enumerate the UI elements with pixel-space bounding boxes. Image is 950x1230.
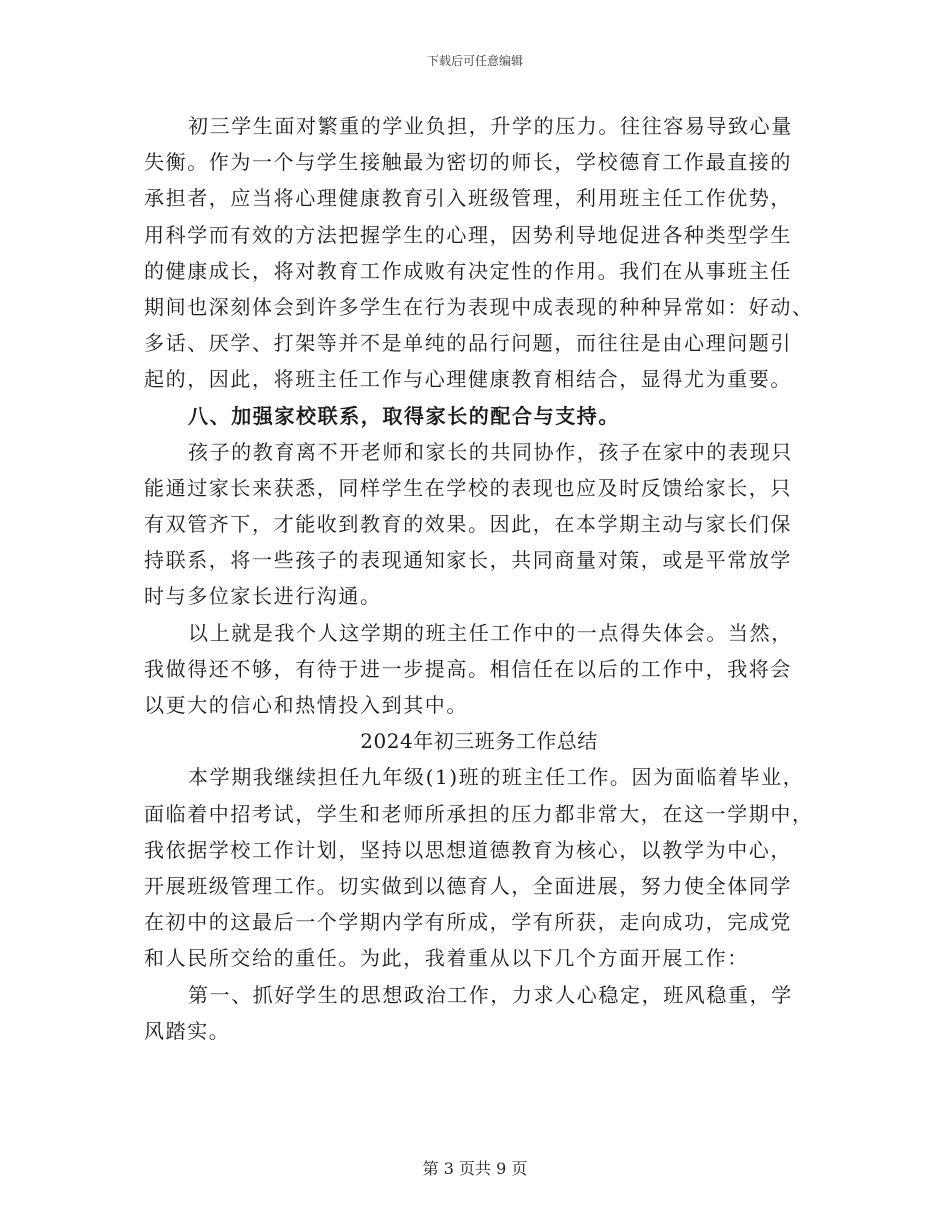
text-line: 本学期我继续担任九年级(1)班的班主任工作。因为面临着毕业， — [188, 765, 805, 790]
section-heading: 八、加强家校联系，取得家长的配合与支持。 — [188, 403, 620, 428]
page-number: 第 3 页共 9 页 — [422, 1159, 528, 1178]
text-line: 的健康成长，将对教育工作成败有决定性的作用。我们在从事班主任 — [144, 258, 792, 283]
text-line: 面临着中招考试，学生和老师所承担的压力都非常大，在这一学期中， — [144, 801, 814, 826]
paragraph-first-point — [144, 977, 814, 1049]
text-line: 用科学而有效的方法把握学生的心理，因势利导地促进各种类型学生 — [144, 222, 792, 247]
paragraph-conclusion — [144, 615, 814, 724]
page-header: 下载后可任意编辑 — [426, 54, 523, 68]
text-line: 我依据学校工作计划，坚持以思想道德教育为核心，以教学为中心， — [144, 837, 792, 862]
text-line: 风踏实。 — [144, 1018, 231, 1043]
text-line: 第一、抓好学生的思想政治工作，力求人心稳定，班风稳重，学 — [188, 982, 793, 1007]
text-line: 承担者，应当将心理健康教育引入班级管理，利用班主任工作优势， — [144, 186, 792, 211]
text-line: 以上就是我个人这学期的班主任工作中的一点得失体会。当然， — [188, 620, 793, 645]
text-line: 时与多位家长进行沟通。 — [144, 584, 382, 609]
text-line: 我做得还不够，有待于进一步提高。相信任在以后的工作中，我将会 — [144, 656, 792, 681]
paragraph-home-school — [144, 434, 814, 615]
text-line: 孩子的教育离不开老师和家长的共同协作，孩子在家中的表现只 — [188, 439, 793, 464]
text-line: 能通过家长来获悉，同样学生在学校的表现也应及时反馈给家长，只 — [144, 475, 792, 500]
document-title: 2024年初三班务工作总结 — [360, 729, 598, 754]
text-line: 以更大的信心和热情投入到其中。 — [144, 693, 468, 717]
text-line: 和人民所交给的重任。为此，我着重从以下几个方面开展工作： — [144, 946, 749, 971]
text-line: 开展班级管理工作。切实做到以德育人，全面进展，努力使全体同学 — [144, 873, 792, 898]
text-line: 在初中的这最后一个学期内学有所成，学有所获，走向成功，完成党 — [144, 910, 792, 935]
paragraph-mental-health — [144, 108, 814, 398]
document-body — [144, 108, 814, 1049]
text-line: 失衡。作为一个与学生接触最为密切的师长，学校德育工作最直接的 — [144, 150, 792, 175]
text-line: 有双管齐下，才能收到教育的效果。因此，在本学期主动与家长们保 — [144, 512, 792, 537]
text-line: 期间也深刻体会到许多学生在行为表现中成表现的种种异常如：好动、 — [144, 294, 814, 319]
text-line: 持联系，将一些孩子的表现通知家长，共同商量对策，或是平常放学 — [144, 548, 792, 573]
text-line: 初三学生面对繁重的学业负担，升学的压力。往往容易导致心量 — [188, 114, 793, 138]
text-line: 起的，因此，将班主任工作与心理健康教育相结合，显得尤为重要。 — [144, 367, 792, 392]
paragraph-intro — [144, 759, 814, 976]
text-line: 多话、厌学、打架等并不是单纯的品行问题，而往往是由心理问题引 — [144, 331, 792, 356]
